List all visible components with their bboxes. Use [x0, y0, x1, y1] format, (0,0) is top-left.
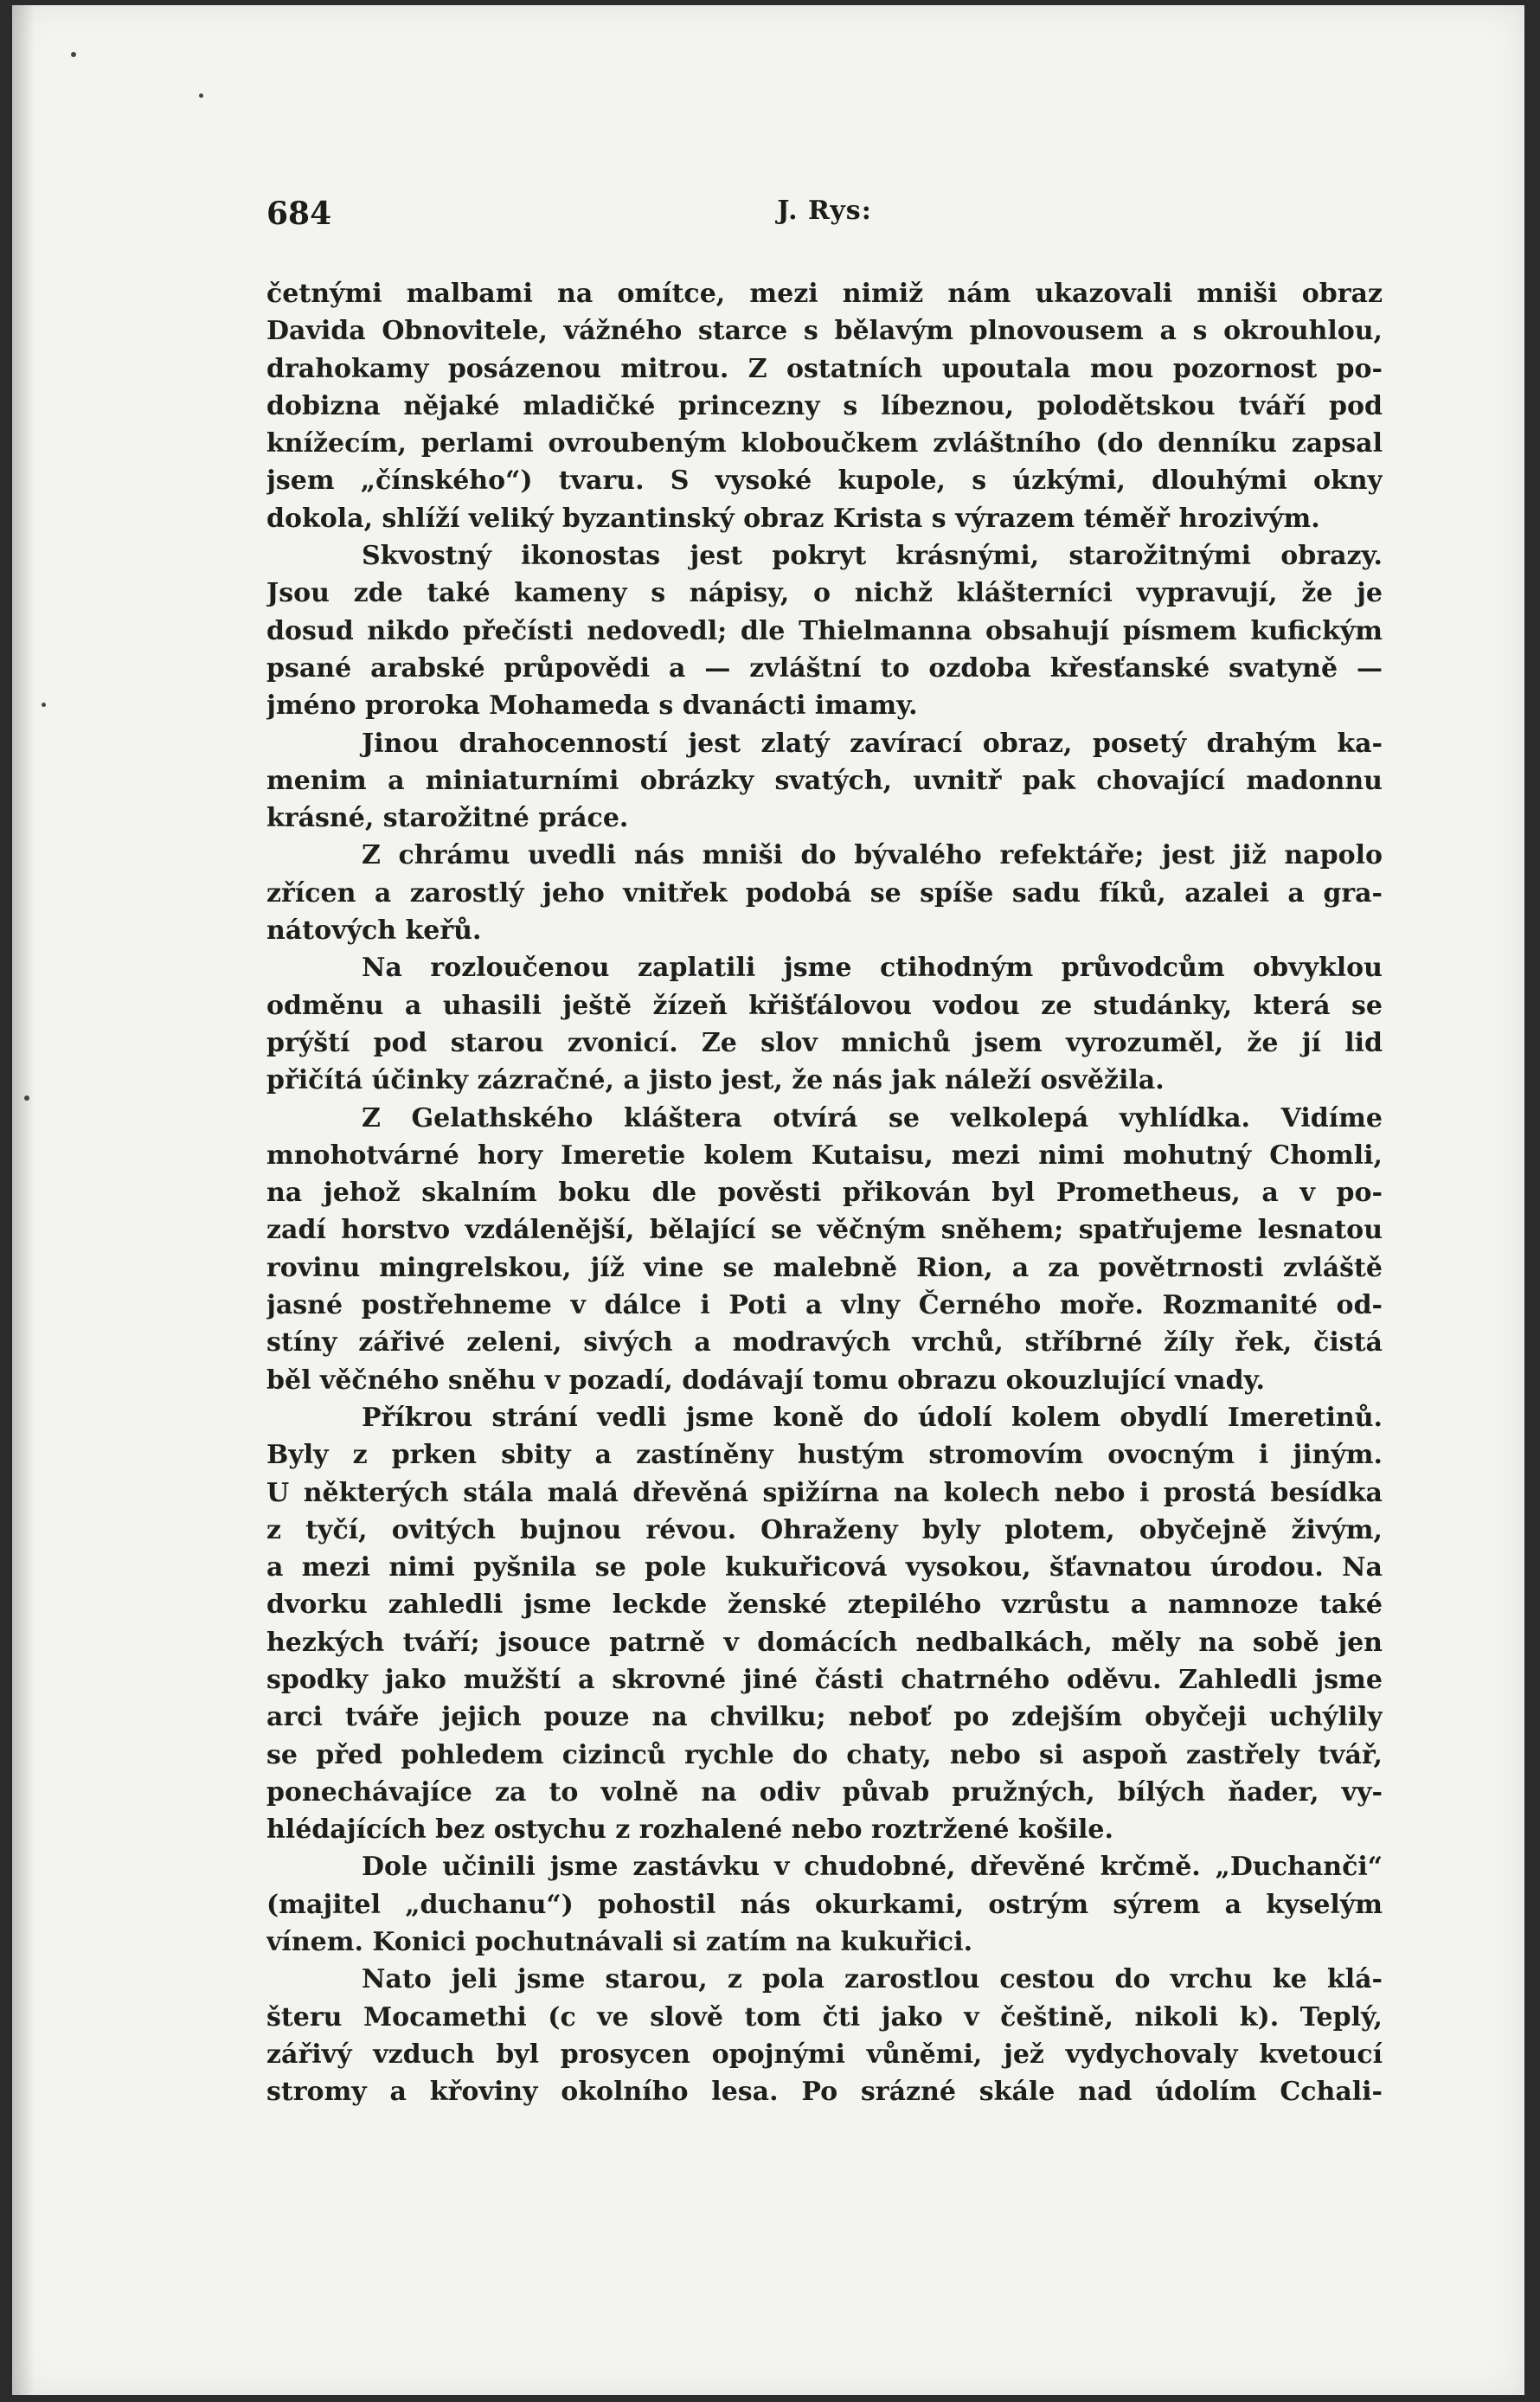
text-line: Z chrámu uvedli nás mniši do bývalého refektáře; jest již napolo	[362, 840, 1383, 871]
text-line: a mezi nimi pyšnila se pole kukuřicová vysokou, šťavnatou úrodou. Na	[266, 1552, 1383, 1583]
text-line: Skvostný ikonostas jest pokryt krásnými, starožitnými obrazy.	[362, 541, 1383, 572]
text-line: z tyčí, ovitých bujnou révou. Ohraženy byly plotem, obyčejně živým,	[266, 1514, 1383, 1545]
text-line: krásné, starožitné práce.	[266, 803, 629, 834]
text-line: arci tváře jejich pouze na chvilku; neboť po zdejším obyčeji uchýlily	[266, 1702, 1383, 1733]
text-line: Jinou drahocenností jest zlatý zavírací obraz, posetý drahým ka-	[362, 728, 1383, 759]
text-line: Příkrou strání vedli jsme koně do údolí kolem obydlí Imeretinů.	[362, 1402, 1383, 1433]
text-line: dobizna nějaké mladičké princezny s líbeznou, polodětskou tváří pod	[266, 390, 1383, 421]
text-line: na jehož skalním boku dle pověsti přikován byl Prometheus, a v po-	[266, 1178, 1383, 1209]
text-line: knížecím, perlami ovroubeným kloboučkem zvláštního (do denníku zapsal	[266, 428, 1383, 459]
text-line: Byly z prken sbity a zastíněny hustým stromovím ovocným i jiným.	[266, 1440, 1383, 1471]
text-line: ponechávajíce za to volně na odiv půvab pružných, bílých ňader, vy-	[266, 1776, 1383, 1808]
page-header	[266, 190, 1383, 242]
page-edge-shadow	[12, 5, 35, 2395]
text-line: četnými malbami na omítce, mezi nimiž nám ukazovali mniši obraz	[266, 279, 1383, 309]
dust-speck	[42, 703, 46, 707]
text-line: mnohotvárné hory Imeretie kolem Kutaisu, mezi nimi mohutný Chomli,	[266, 1140, 1383, 1171]
text-line: spodky jako mužští a skrovné jiné části chatrného oděvu. Zahledli jsme	[266, 1664, 1383, 1695]
text-line: hlédajících bez ostychu z rozhalené nebo roztržené košile.	[266, 1814, 1113, 1846]
text-line: dvorku zahledli jsme leckde ženské ztepilého vzrůstu a namnoze také	[266, 1590, 1383, 1621]
text-line: Z Gelathského kláštera otvírá se velkolepá vyhlídka. Vidíme	[362, 1102, 1383, 1134]
text-line: běl věčného sněhu v pozadí, dodávají tomu obrazu okouzlující vnady.	[266, 1365, 1265, 1396]
text-line: šteru Mocamethi (c ve slově tom čti jako v češtině, nikoli k). Teplý,	[266, 2001, 1383, 2033]
text-line: jsem „čínského“) tvaru. S vysoké kupole, s úzkými, dlouhými okny	[266, 466, 1383, 497]
text-line: stíny zářivé zeleni, sivých a modravých vrchů, stříbrné žíly řek, čistá	[266, 1327, 1383, 1358]
text-line: Nato jeli jsme starou, z pola zarostlou cestou do vrchu ke klá-	[362, 1964, 1383, 1995]
text-line: Dole učinili jsme zastávku v chudobné, dřevěné krčmě. „Duchanči“	[362, 1852, 1383, 1883]
text-line: odměnu a uhasili ještě žízeň křišťálovou vodou ze studánky, která se	[266, 990, 1383, 1021]
body-text	[266, 275, 1383, 2111]
text-line: hezkých tváří; jsouce patrně v domácích nedbalkách, měly na sobě jen	[266, 1627, 1383, 1658]
text-line: stromy a křoviny okolního lesa. Po srázné skále nad údolím Cchali-	[266, 2077, 1383, 2108]
book-page	[12, 5, 1524, 2395]
text-line: zřícen a zarostlý jeho vnitřek podobá se spíše sadu fíků, azalei a gra-	[266, 877, 1383, 909]
page-number: 684	[266, 196, 332, 232]
text-line: se před pohledem cizinců rychle do chaty, nebo si aspoň zastřely tvář,	[266, 1739, 1383, 1770]
text-line: zářivý vzduch byl prosycen opojnými vůněmi, jež vydychovaly kvetoucí	[266, 2039, 1383, 2070]
text-line: (majitel „duchanu“) pohostil nás okurkami, ostrým sýrem a kyselým	[266, 1889, 1383, 1920]
text-line: přičítá účinky zázračné, a jisto jest, že nás jak náleží osvěžila.	[266, 1065, 1165, 1096]
dust-speck	[199, 93, 203, 98]
text-line: zadí horstvo vzdálenější, bělající se věčným sněhem; spatřujeme lesnatou	[266, 1215, 1383, 1246]
text-line: Davida Obnovitele, vážného starce s bělavým plnovousem a s okrouhlou,	[266, 316, 1383, 347]
text-line: Na rozloučenou zaplatili jsme ctihodným průvodcům obvyklou	[362, 953, 1383, 984]
text-line: psané arabské průpovědi a — zvláštní to ozdoba křesťanské svatyně —	[266, 652, 1383, 684]
text-line: jasné postřehneme v dálce i Poti a vlny Černého moře. Rozmanité od-	[266, 1290, 1383, 1321]
text-line: rovinu mingrelskou, jíž vine se malebně Rion, a za povětrnosti zvláště	[266, 1252, 1383, 1283]
dust-speck	[71, 52, 76, 57]
text-line: U některých stála malá dřevěná spižírna na kolech nebo i prostá besídka	[266, 1477, 1383, 1508]
text-line: prýští pod starou zvonicí. Ze slov mnichů jsem vyrozuměl, že jí lid	[266, 1027, 1383, 1058]
running-head: J. Rys:	[777, 196, 872, 226]
dust-speck	[24, 1095, 29, 1101]
text-line: jméno proroka Mohameda s dvanácti imamy.	[266, 690, 918, 722]
text-line: vínem. Konici pochutnávali si zatím na kukuřici.	[266, 1927, 973, 1958]
text-line: dokola, shlíží veliký byzantinský obraz Krista s výrazem téměř hrozivým.	[266, 503, 1320, 534]
text-line: drahokamy posázenou mitrou. Z ostatních upoutala mou pozornost po-	[266, 353, 1383, 384]
text-line: menim a miniaturními obrázky svatých, uvnitř pak chovající madonnu	[266, 765, 1383, 796]
text-line: dosud nikdo přečísti nedovedl; dle Thielmanna obsahují písmem kufickým	[266, 615, 1383, 646]
text-line: nátových keřů.	[266, 915, 482, 947]
text-line: Jsou zde také kameny s nápisy, o nichž klášterníci vypravují, že je	[266, 578, 1383, 609]
